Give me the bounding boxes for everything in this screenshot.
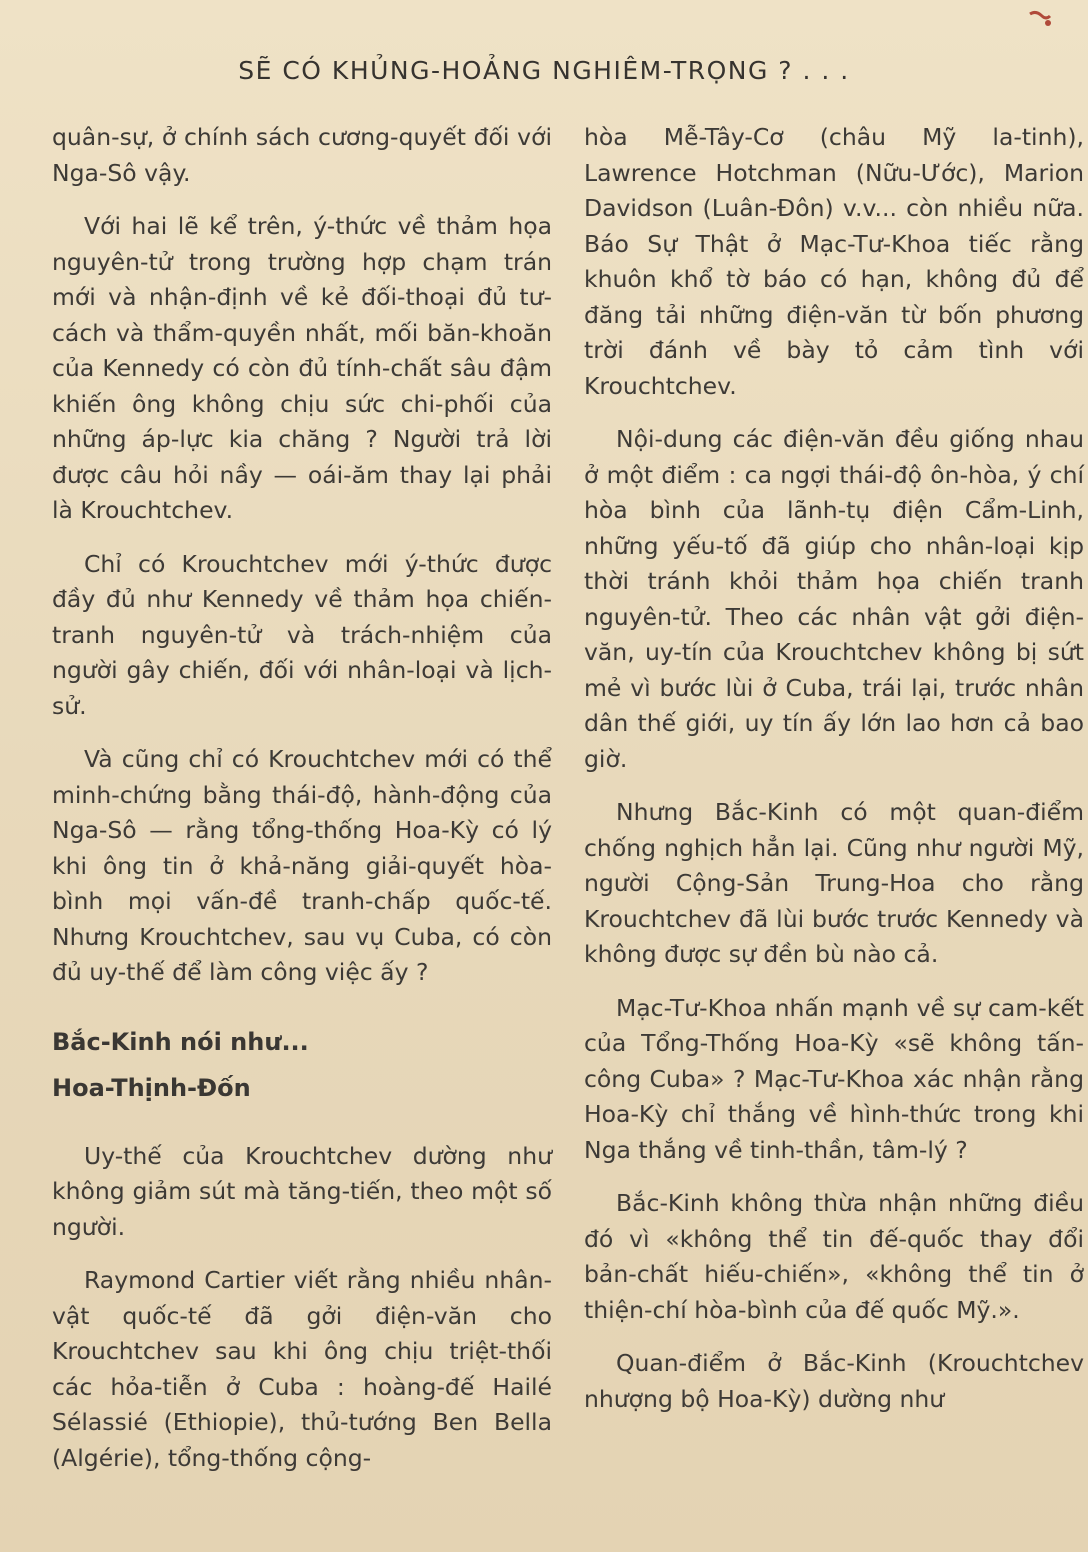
left-column — [52, 120, 552, 1494]
subheading-line: Hoa-Thịnh-Đốn — [52, 1073, 251, 1102]
running-title: SẼ CÓ KHỦNG-HOẢNG NGHIÊM-TRỌNG ? . . . — [238, 56, 850, 85]
paragraph: hòa Mễ-Tây-Cơ (châu Mỹ la-tinh), Lawrence Hotchman (Nữu-Ước), Marion Davidson (Luân-Đôn) v.v... còn nhiều nữa. Báo Sự Thật ở Mạc-Tư-Khoa tiếc rằng khuôn khổ tờ báo có hạn, không đủ để đăng tải những điện-văn từ bốn phương trời đánh về bày tỏ cảm tình với Krouchtchev. — [584, 123, 1084, 400]
paragraph: Raymond Cartier viết rằng nhiều nhân-vật quốc-tế đã gởi điện-văn cho Krouchtchev sau khi ông chịu triệt-thối các hỏa-tiễn ở Cuba : hoàng-đế Hailé Sélassié (Ethiopie), thủ-tướng Ben Bella (Algérie), tổng-thống cộng- — [52, 1266, 552, 1472]
paragraph: Quan-điểm ở Bắc-Kinh (Krouchtchev nhượng bộ Hoa-Kỳ) dường như — [584, 1349, 1084, 1413]
paragraph: Bắc-Kinh không thừa nhận những điều đó vì «không thể tin đế-quốc thay đổi bản-chất hiếu-chiến», «không thể tin ở thiện-chí hòa-bình của đế quốc Mỹ.». — [584, 1189, 1084, 1324]
paragraph: Nội-dung các điện-văn đều giống nhau ở một điểm : ca ngợi thái-độ ôn-hòa, ý chí hòa bình của lãnh-tụ điện Cẩm-Linh, những yếu-tố đã giúp cho nhân-loại kịp thời tránh khỏi thảm họa chiến tranh nguyên-tử. Theo các nhân vật gởi điện-văn, uy-tín của Krouchtchev không bị sứt mẻ vì bước lùi ở Cuba, trái lại, trước nhân dân thế giới, uy tín ấy lớn lao hơn cả bao giờ. — [584, 425, 1084, 773]
section-subheading — [52, 1019, 552, 1111]
subheading-line: Bắc-Kinh nói như... — [52, 1027, 309, 1056]
ink-mark — [1026, 8, 1054, 28]
paragraph: Mạc-Tư-Khoa nhấn mạnh về sự cam-kết của Tổng-Thống Hoa-Kỳ «sẽ không tấn-công Cuba» ? Mạc-Tư-Khoa xác nhận rằng Hoa-Kỳ chỉ thắng về hình-thức trong khi Nga thắng về tinh-thần, tâm-lý ? — [584, 993, 1084, 1164]
right-column — [584, 120, 1084, 1435]
paragraph: Với hai lẽ kể trên, ý-thức về thảm họa nguyên-tử trong trường hợp chạm trán mới và nhận-định về kẻ đối-thoại đủ tư-cách và thẩm-quyền nhất, mối băn-khoăn của Kennedy có còn đủ tính-chất sâu đậm khiến ông không chịu sức chi-phối của những áp-lực kia chăng ? Người trả lời được câu hỏi nầy — oái-ăm thay lại phải là Krouchtchev. — [52, 212, 552, 524]
paragraph: Nhưng Bắc-Kinh có một quan-điểm chống nghịch hẳn lại. Cũng như người Mỹ, người Cộng-Sản Trung-Hoa cho rằng Krouchtchev đã lùi bước trước Kennedy và không được sự đền bù nào cả. — [584, 798, 1084, 968]
paragraph: Uy-thế của Krouchtchev dường như không giảm sút mà tăng-tiến, theo một số người. — [52, 1141, 552, 1241]
paragraph: quân-sự, ở chính sách cương-quyết đối với Nga-Sô vậy. — [52, 123, 552, 187]
paragraph: Và cũng chỉ có Krouchtchev mới có thể minh-chứng bằng thái-độ, hành-động của Nga-Sô — rằng tổng-thống Hoa-Kỳ có lý khi ông tin ở khả-năng giải-quyết hòa-bình mọi vấn-đề tranh-chấp quốc-tế. Nhưng Krouchtchev, sau vụ Cuba, có còn đủ uy-thế để làm công việc ấy ? — [52, 745, 552, 986]
paragraph: Chỉ có Krouchtchev mới ý-thức được đầy đủ như Kennedy về thảm họa chiến-tranh nguyên-tử và trách-nhiệm của người gây chiến, đối với nhân-loại và lịch-sử. — [52, 549, 552, 720]
